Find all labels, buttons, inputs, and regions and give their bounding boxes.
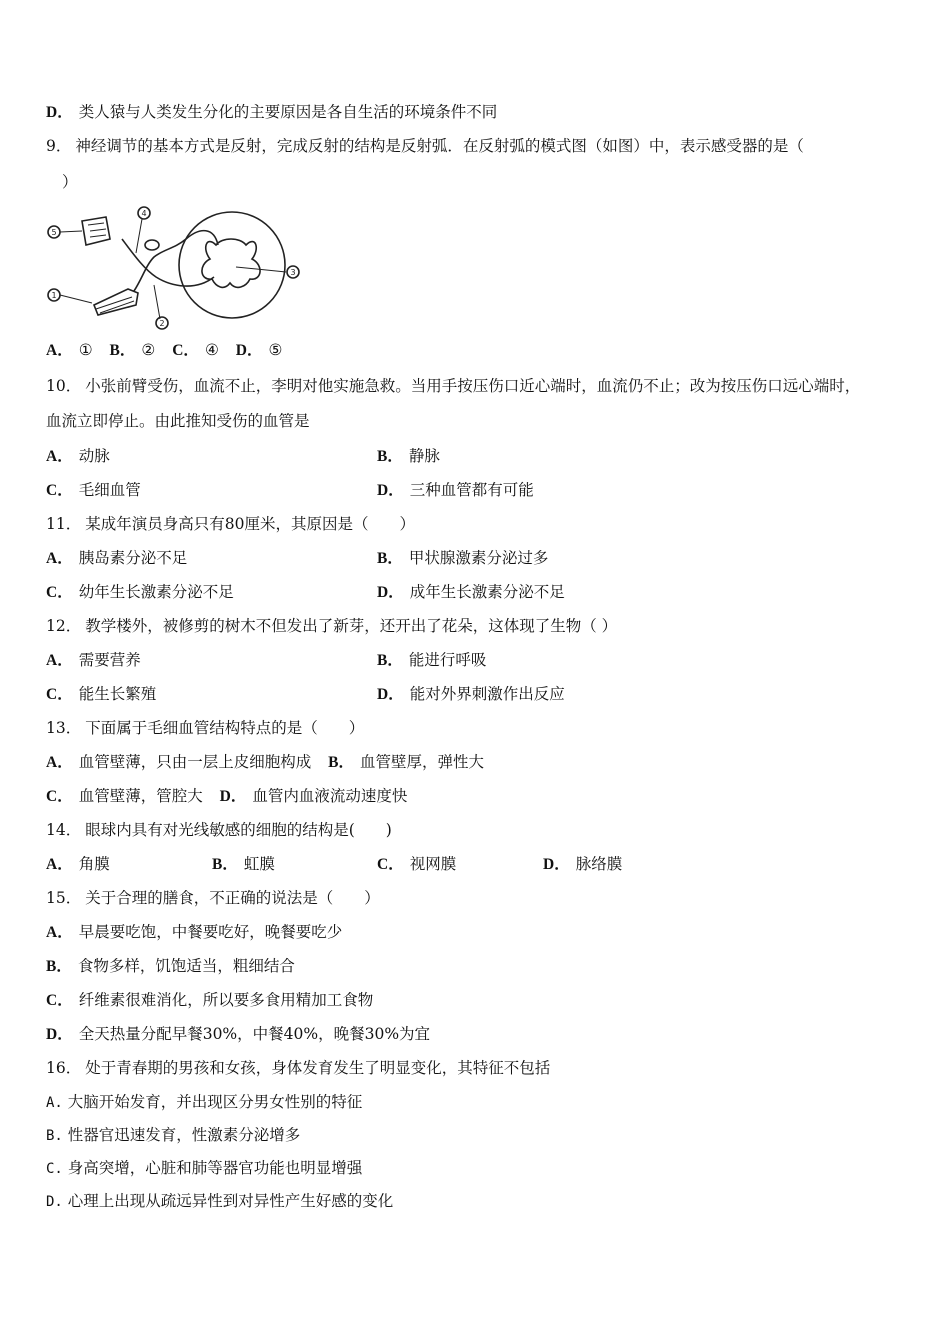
question-9-stem: 9． 神经调节的基本方式是反射，完成反射的结构是反射弧．在反射弧的模式图（如图）中，表示感受器的是（ — [46, 137, 804, 155]
prev-question-option-d: D． 类人猿与人类发生分化的主要原因是各自生活的环境条件不同 — [46, 103, 498, 121]
ganglion — [145, 240, 159, 250]
label-2: 2 — [159, 319, 165, 328]
question-10-stem: 10． 小张前臂受伤，血流不止，李明对他实施急救。当用手按压伤口近心端时，血流仍不止；改为按压伤口远心端时， — [46, 377, 861, 395]
label-4: 4 — [141, 209, 147, 218]
question-14-option-c[interactable]: C． 视网膜 — [377, 855, 457, 873]
question-12-option-b[interactable]: B． 能进行呼吸 — [377, 651, 487, 669]
question-11-stem: 11． 某成年演员身高只有80厘米，其原因是（ ） — [46, 515, 415, 533]
question-12-option-c[interactable]: C． 能生长繁殖 — [46, 685, 157, 703]
effector-muscle — [82, 217, 110, 245]
option-c[interactable]: C． ④ — [172, 341, 219, 359]
question-15-option-b[interactable]: B． 食物多样，饥饱适当，粗细结合 — [46, 957, 295, 975]
question-13-options-row1 — [46, 752, 484, 773]
question-9-options — [46, 340, 282, 361]
option-a[interactable]: A． ① — [46, 341, 93, 359]
question-12-stem: 12． 教学楼外，被修剪的树木不但发出了新芽，还开出了花朵，这体现了生物（ ） — [46, 617, 618, 635]
question-16-option-b[interactable]: B. 性器官迅速发育，性激素分泌增多 — [46, 1126, 301, 1144]
question-13-option-d[interactable]: D． 血管内血液流动速度快 — [219, 787, 408, 805]
question-15-option-d[interactable]: D． 全天热量分配早餐30%，中餐40%，晚餐30%为宜 — [46, 1025, 431, 1043]
question-12-option-d[interactable]: D． 能对外界刺激作出反应 — [377, 685, 565, 703]
question-10-stem-cont: 血流立即停止。由此推知受伤的血管是 — [46, 412, 310, 430]
question-10-option-c[interactable]: C． 毛细血管 — [46, 481, 141, 499]
question-13-stem: 13． 下面属于毛细血管结构特点的是（ ） — [46, 719, 365, 737]
question-16-stem: 16． 处于青春期的男孩和女孩，身体发育发生了明显变化，其特征不包括 — [46, 1059, 551, 1077]
question-14-option-b[interactable]: B． 虹膜 — [212, 855, 275, 873]
question-11-option-c[interactable]: C． 幼年生长激素分泌不足 — [46, 583, 234, 601]
question-12-option-a[interactable]: A． 需要营养 — [46, 651, 141, 669]
question-14-option-d[interactable]: D． 脉络膜 — [543, 855, 623, 873]
question-13-options-row2 — [46, 786, 407, 807]
question-16-option-d[interactable]: D. 心理上出现从疏远异性到对异性产生好感的变化 — [46, 1192, 394, 1210]
question-13-option-b[interactable]: B． 血管壁厚，弹性大 — [328, 753, 485, 771]
question-15-option-c[interactable]: C． 纤维素很难消化，所以要多食用精加工食物 — [46, 991, 374, 1009]
option-d[interactable]: D． ⑤ — [235, 341, 283, 359]
question-11-option-b[interactable]: B． 甲状腺激素分泌过多 — [377, 549, 549, 567]
question-9-stem-close: ） — [62, 173, 78, 191]
question-14-stem: 14． 眼球内具有对光线敏感的细胞的结构是( ) — [46, 821, 392, 839]
label-3: 3 — [290, 268, 296, 277]
question-10-option-d[interactable]: D． 三种血管都有可能 — [377, 481, 534, 499]
option-b[interactable]: B． ② — [109, 341, 156, 359]
question-11-option-a[interactable]: A． 胰岛素分泌不足 — [46, 549, 188, 567]
question-14-option-a[interactable]: A． 角膜 — [46, 855, 110, 873]
label-1: 1 — [51, 291, 57, 300]
question-15-stem: 15． 关于合理的膳食，不正确的说法是（ ） — [46, 889, 380, 907]
question-13-option-c[interactable]: C． 血管壁薄，管腔大 — [46, 787, 203, 805]
question-16-option-a[interactable]: A. 大脑开始发育，并出现区分男女性别的特征 — [46, 1093, 363, 1111]
reflex-arc-diagram — [46, 205, 308, 333]
question-13-option-a[interactable]: A． 血管壁薄，只由一层上皮细胞构成 — [46, 753, 312, 771]
efferent-nerve — [122, 239, 214, 286]
spinal-cord-outline — [179, 212, 285, 318]
label-5: 5 — [51, 228, 57, 237]
question-15-option-a[interactable]: A． 早晨要吃饱，中餐要吃好，晚餐要吃少 — [46, 923, 343, 941]
question-10-option-b[interactable]: B． 静脉 — [377, 447, 440, 465]
question-10-option-a[interactable]: A． 动脉 — [46, 447, 110, 465]
question-11-option-d[interactable]: D． 成年生长激素分泌不足 — [377, 583, 565, 601]
question-16-option-c[interactable]: C. 身高突增，心脏和肺等器官功能也明显增强 — [46, 1159, 363, 1177]
